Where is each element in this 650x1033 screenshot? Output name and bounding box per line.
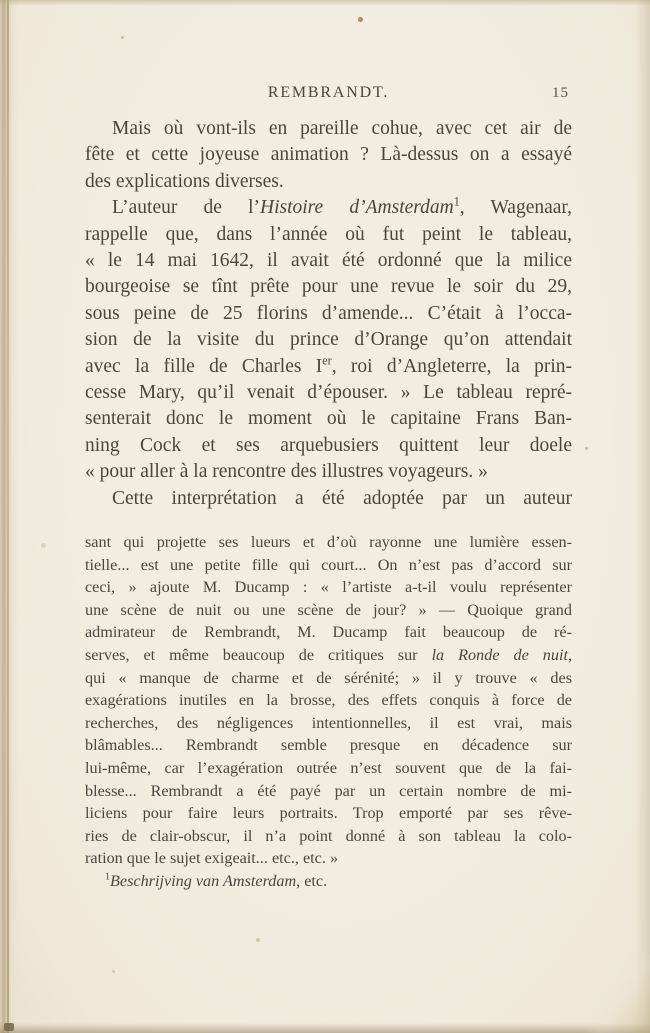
text-run: , roi d’Angleterre, la prin- — [331, 355, 572, 377]
text-line: Mais où vont-ils en pareille cohue, avec cet air de — [112, 118, 572, 139]
page-corner-mark — [4, 1023, 14, 1031]
text-run: , etc. — [296, 872, 328, 890]
footnote-line: recherches, des négligences intentionnelles, il est vrai, mais — [85, 713, 572, 732]
footnote-block — [85, 531, 572, 893]
text-run: serves, et même beaucoup de critiques sur — [85, 646, 432, 665]
text-run: L’auteur de l’ — [112, 197, 260, 219]
footnote-line: blesse... Rembrandt a été payé par un certain nombre de mi- — [85, 781, 572, 800]
chapter-title: REMBRANDT. — [267, 84, 390, 101]
text-run: avec la fille de Charles I — [85, 355, 323, 377]
footnote-line: une scène de nuit ou une scène de jour? » — Quoique grand — [85, 600, 572, 619]
paper-speck — [112, 970, 115, 973]
page-edge-right-shading — [635, 0, 650, 1033]
footnote-number: 1 — [105, 871, 111, 883]
text-block — [85, 84, 572, 893]
ordinal-superscript: er — [322, 353, 332, 368]
footnote-line: exagérations inutiles en la brosse, des effets conquis à force de — [85, 691, 572, 710]
footnote-line: sant qui projette ses lueurs et d’où rayonne une lumière essen- — [85, 533, 572, 552]
text-run: , — [567, 646, 573, 665]
text-line — [85, 195, 572, 221]
page-corner-fold — [540, 953, 650, 1033]
text-line: rappelle que, dans l’année où fut peint le tableau, — [85, 223, 572, 245]
text-run: , Wagenaar, — [459, 197, 573, 219]
main-text — [85, 116, 572, 512]
text-line: sion de la visite du prince d’Orange qu’on attendait — [85, 329, 572, 351]
footnote-line: qui « manque de charme et de sérénité; » il y trouve « des — [85, 668, 572, 687]
page-edge-top-shading — [0, 0, 650, 6]
footnote-line: ceci, » ajoute M. Ducamp : « l’artiste a-t-il voulu représenter — [85, 578, 572, 597]
page-gutter-crease — [7, 0, 9, 1033]
text-line: senterait donc le moment où le capitaine Frans Ban- — [85, 408, 572, 430]
text-line: bourgeoise se tînt prête pour une revue le soir du 29, — [85, 276, 572, 298]
text-line: « le 14 mai 1642, il avait été ordonné que la milice — [85, 250, 572, 272]
paper-speck — [121, 36, 124, 39]
footnote-reference-mark: 1 — [453, 194, 460, 209]
text-line: fête et cette joyeuse animation ? Là-dessus on a essayé — [85, 144, 572, 166]
cited-work-italic: Beschrijving van Amsterdam — [110, 872, 297, 890]
text-line: des explications diverses. — [85, 170, 284, 192]
text-line: sous peine de 25 florins d’amende... C’était à l’occa- — [85, 302, 572, 324]
footnote-citation — [85, 870, 572, 893]
page-number: 15 — [552, 85, 569, 101]
footnote-line: ration que le sujet exigeait... etc., etc. » — [85, 849, 339, 868]
footnote-line: liciens pour faire leurs portraits. Trop emporté par ses rêve- — [85, 804, 572, 823]
running-head — [85, 84, 572, 106]
footnote-line: tielle... est une petite fille qui court... On n’est pas d’accord sur — [85, 555, 572, 574]
footnote-line: blâmables... Rembrandt semble presque en décadence sur — [85, 736, 572, 755]
text-line: Cette interprétation a été adoptée par un auteur — [112, 487, 572, 509]
paper-speck — [41, 543, 46, 548]
paper-speck — [256, 938, 260, 942]
footnote-line — [85, 644, 572, 667]
text-line — [85, 354, 572, 380]
book-title-italic: Histoire d’Amsterdam — [260, 197, 454, 219]
paper-speck — [585, 447, 588, 450]
paper-speck — [358, 17, 363, 22]
footnote-line: lui-même, car l’exagération outrée n’est souvent que de la fai- — [85, 759, 572, 778]
footnote-line: ries de clair-obscur, il n’a point donné à son tableau la colo- — [85, 826, 572, 845]
text-line: cesse Mary, qu’il venait d’épouser. » Le tableau repré- — [85, 382, 572, 404]
painting-title-italic: la Ronde de nuit — [431, 646, 568, 665]
text-line: ning Cock et ses arquebusiers quittent leur doele — [85, 434, 572, 456]
page-edge-left-shading — [0, 0, 18, 1033]
text-line: « pour aller à la rencontre des illustres voyageurs. » — [85, 461, 488, 483]
footnote-line: admirateur de Rembrandt, M. Ducamp fait beaucoup de ré- — [85, 623, 572, 642]
